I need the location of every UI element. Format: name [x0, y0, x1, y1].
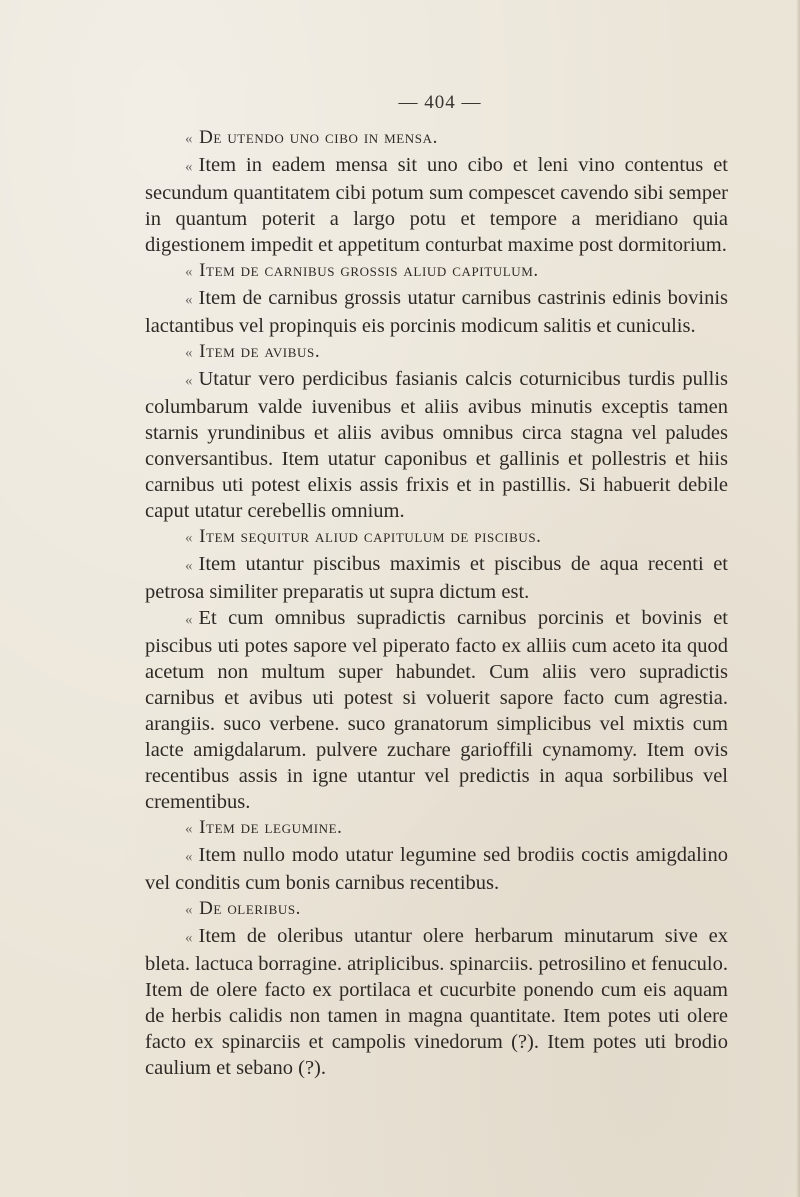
- guillemet-mark: «: [185, 902, 194, 918]
- guillemet-mark: «: [185, 849, 193, 865]
- section-heading: « De utendo uno cibo in mensa.: [185, 127, 438, 148]
- paragraph: « Item nullo modo utatur legumine sed brodiis coctis amigdalino vel conditis cum bonis carnibus recentibus.: [145, 844, 728, 894]
- guillemet-mark: «: [185, 345, 194, 361]
- guillemet-mark: «: [185, 558, 193, 574]
- body-text: [145, 125, 728, 1081]
- paragraph: « Item de carnibus grossis utatur carnibus castrinis edinis bovinis lactantibus vel propinquis eis porcinis modicum salitis et cuniculis.: [145, 287, 728, 337]
- section-heading: « Item sequitur aliud capitulum de piscibus.: [185, 526, 542, 547]
- guillemet-mark: «: [185, 930, 193, 946]
- guillemet-mark: «: [185, 159, 193, 175]
- paragraph: « Utatur vero perdicibus fasianis calcis coturnicibus turdis pullis columbarum valde iuvenibus et aliis avibus minutis exceptis tamen starnis yrundinibus et aliis avibus omnibus circa stagna vel paludes conversantibus. Item utatur caponibus et gallinis et pollestris et hiis carnibus uti potest elixis assis frixis et in pastillis. Si habuerit debile caput utatur cerebellis omnium.: [145, 368, 728, 522]
- paragraph: « Item utantur piscibus maximis et piscibus de aqua recenti et petrosa similiter preparatis ut supra dictum est.: [145, 553, 728, 603]
- page-edge: [796, 0, 800, 1197]
- guillemet-mark: «: [185, 530, 194, 546]
- guillemet-mark: «: [185, 821, 194, 837]
- section-heading: « Item de avibus.: [185, 341, 321, 362]
- guillemet-mark: «: [185, 131, 194, 147]
- paragraph: « Item in eadem mensa sit uno cibo et leni vino contentus et secundum quantitatem cibi potum sum compescet cavendo sibi semper in quantum poterit a largo potu et tempore a meridiano quia digestionem impedit et appetitum conturbat maxime post dormitorium.: [145, 154, 728, 256]
- section-heading: « De oleribus.: [185, 898, 302, 919]
- guillemet-mark: «: [185, 292, 193, 308]
- section-heading: « Item de carnibus grossis aliud capitulum.: [185, 260, 539, 281]
- guillemet-mark: «: [185, 264, 194, 280]
- section-heading: « Item de legumine.: [185, 817, 343, 838]
- guillemet-mark: «: [185, 373, 193, 389]
- paragraph: « Et cum omnibus supradictis carnibus porcinis et bovinis et piscibus uti potes sapore vel piperato facto ex alliis cum aceto ita quod acetum non multum super habundet. Cum aliis vero supradictis carnibus et avibus uti potest si voluerit sapore facto cum agrestia. arangiis. suco verbene. suco granatorum simplicibus vel mixtis cum lacte amigdalarum. pulvere zuchare garioffili cynamomy. Item ovis recentibus assis in igne utantur vel predictis in aqua sorbilibus vel crementibus.: [145, 607, 728, 813]
- guillemet-mark: «: [185, 612, 193, 628]
- page-number: — 404 —: [398, 92, 482, 113]
- paragraph: « Item de oleribus utantur olere herbarum minutarum sive ex bleta. lactuca borragine. atriplicibus. spinarciis. petrosilino et fenuculo. Item de olere facto ex portilaca et cucurbite ponendo cum eis aquam de herbis calidis non tamen in magna quantitate. Item potes uti olere facto ex spinarciis et campolis vinedorum (?). Item potes uti brodio caulium et sebano (?).: [145, 925, 728, 1079]
